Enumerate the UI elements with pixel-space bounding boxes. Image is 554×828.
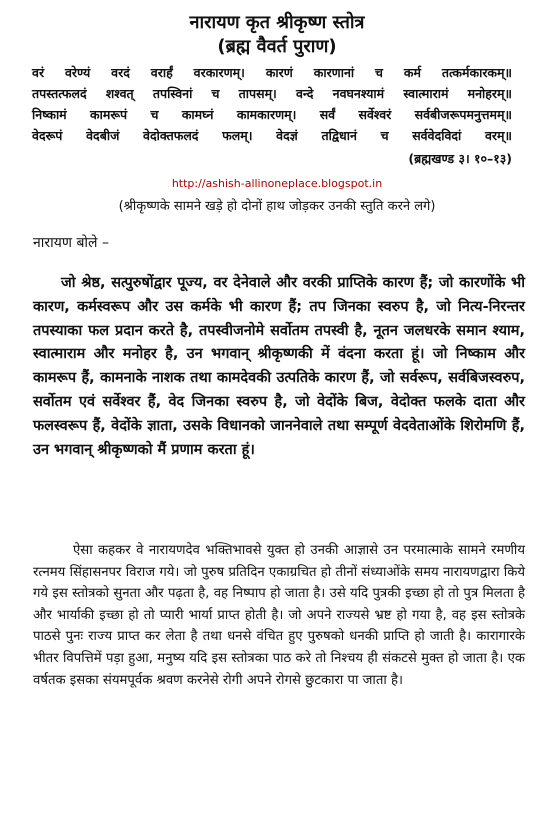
verse-line-3: निष्कामं कामरूपं च कामघ्नं कामकारणम्। सर्वं सर्वेश्वरं सर्वबीजरूपमनुत्तमम्॥	[32, 107, 512, 122]
page-title: नारायण कृत श्रीकृष्ण स्तोत्र	[189, 12, 365, 33]
verse-line-2: तपस्तत्फलदं शश्वत् तपस्विनां च तापसम्। वन्दे नवघनश्यामं स्वात्मारामं मनोहरम्॥	[32, 86, 512, 101]
speaker-heading: नारायण बोले –	[33, 235, 110, 251]
paragraph-translation: जो श्रेष्ठ, सत्पुरुषोंद्वार पूज्य, वर देनेवाले और वरकी प्राप्तिके कारण हैं; जो कारणोंके भी कारण, कर्मस्वरूप और उस कर्मके भी कारण हैं; तप जिनका स्वरुप है, जो नित्य-निरन्तर तपस्याका फल प्रदान करते है, तपस्वीजनोमे सर्वोतम तपस्वी है, नूतन जलधरके समान श्याम, स्वात्माराम और मनोहर है, उन भगवान् श्रीकृष्णकी में वंदना करता हूं। जो निष्काम और कामरूप हैं, कामनाके नाशक तथा कामदेवकी उत्पतिके कारण हैं, जो सर्वरूप, सर्वबिजस्वरुप, सर्वोतम एवं सर्वेश्वर हैं, वेद जिनका स्वरुप है, जो वेदोंके बिज, वेदोक्त फलके दाता और फलस्वरूप हैं, वेदोंके ज्ञाता, उसके विधानको जाननेवाले तथा सम्पूर्ण वेदवेताओंके शिरोमणि हैं, उन भगवान् श्रीकृष्णको मैं प्रणाम करता हूं।	[33, 275, 525, 458]
verse-reference: (ब्रह्मखण्ड ३। १०–१३)	[408, 151, 512, 166]
source-url: http://ashish-allinoneplace.blogspot.in	[171, 177, 383, 190]
paragraph-phalashruti: ऐसा कहकर वे नारायणदेव भक्तिभावसे युक्त हो उनकी आज्ञासे उन परमात्माके सामने रमणीय रत्नमय सिंहासनपर विराज गये। जो पुरुष प्रतिदिन एकाग्रचित हो तीनों संध्याओंके समय नारायणद्वारा किये गये इस स्तोत्रको सुनता और पढ़ता है, वह निष्पाप हो जाता है। उसे यदि पुत्रकी इच्छा हो तो पुत्र मिलता है और भार्याकी इच्छा हो तो प्यारी भार्या प्राप्त होती है। जो अपने राज्यसे भ्रष्ट हो गया है, वह इस स्तोत्रके पाठसे पुनः राज्य प्राप्त कर लेता है तथा धनसे वंचित हुए पुरुषको धनकी प्राप्ति हो जाती है। कारागारके भीतर विपत्तिमें पड़ा हुआ, मनुष्य यदि इस स्तोत्रका पाठ करे तो निश्चय ही संकटसे मुक्त हो जाता है। एक वर्षतक इसका संयमपूर्वक श्रवण करनेसे रोगी अपने रोगसे छुटकारा पा जाता है।	[33, 543, 525, 688]
verse-line-1: वरं वरेण्यं वरदं वरार्हं वरकारणम्। कारणं कारणानां च कर्म तत्कर्मकारकम्॥	[32, 65, 512, 80]
intro-note: (श्रीकृष्णके सामने खड़े हो दोनों हाथ जोड़कर उनकी स्तुति करने लगे)	[118, 199, 436, 214]
verse-line-4: वेदरूपं वेदबीजं वेदोक्तफलदं फलम्। वेदज्ञं तद्विधानं च सर्ववेदविदां वरम्॥	[32, 128, 512, 143]
page-subtitle: (ब्रह्म वैवर्त पुराण)	[217, 36, 337, 57]
